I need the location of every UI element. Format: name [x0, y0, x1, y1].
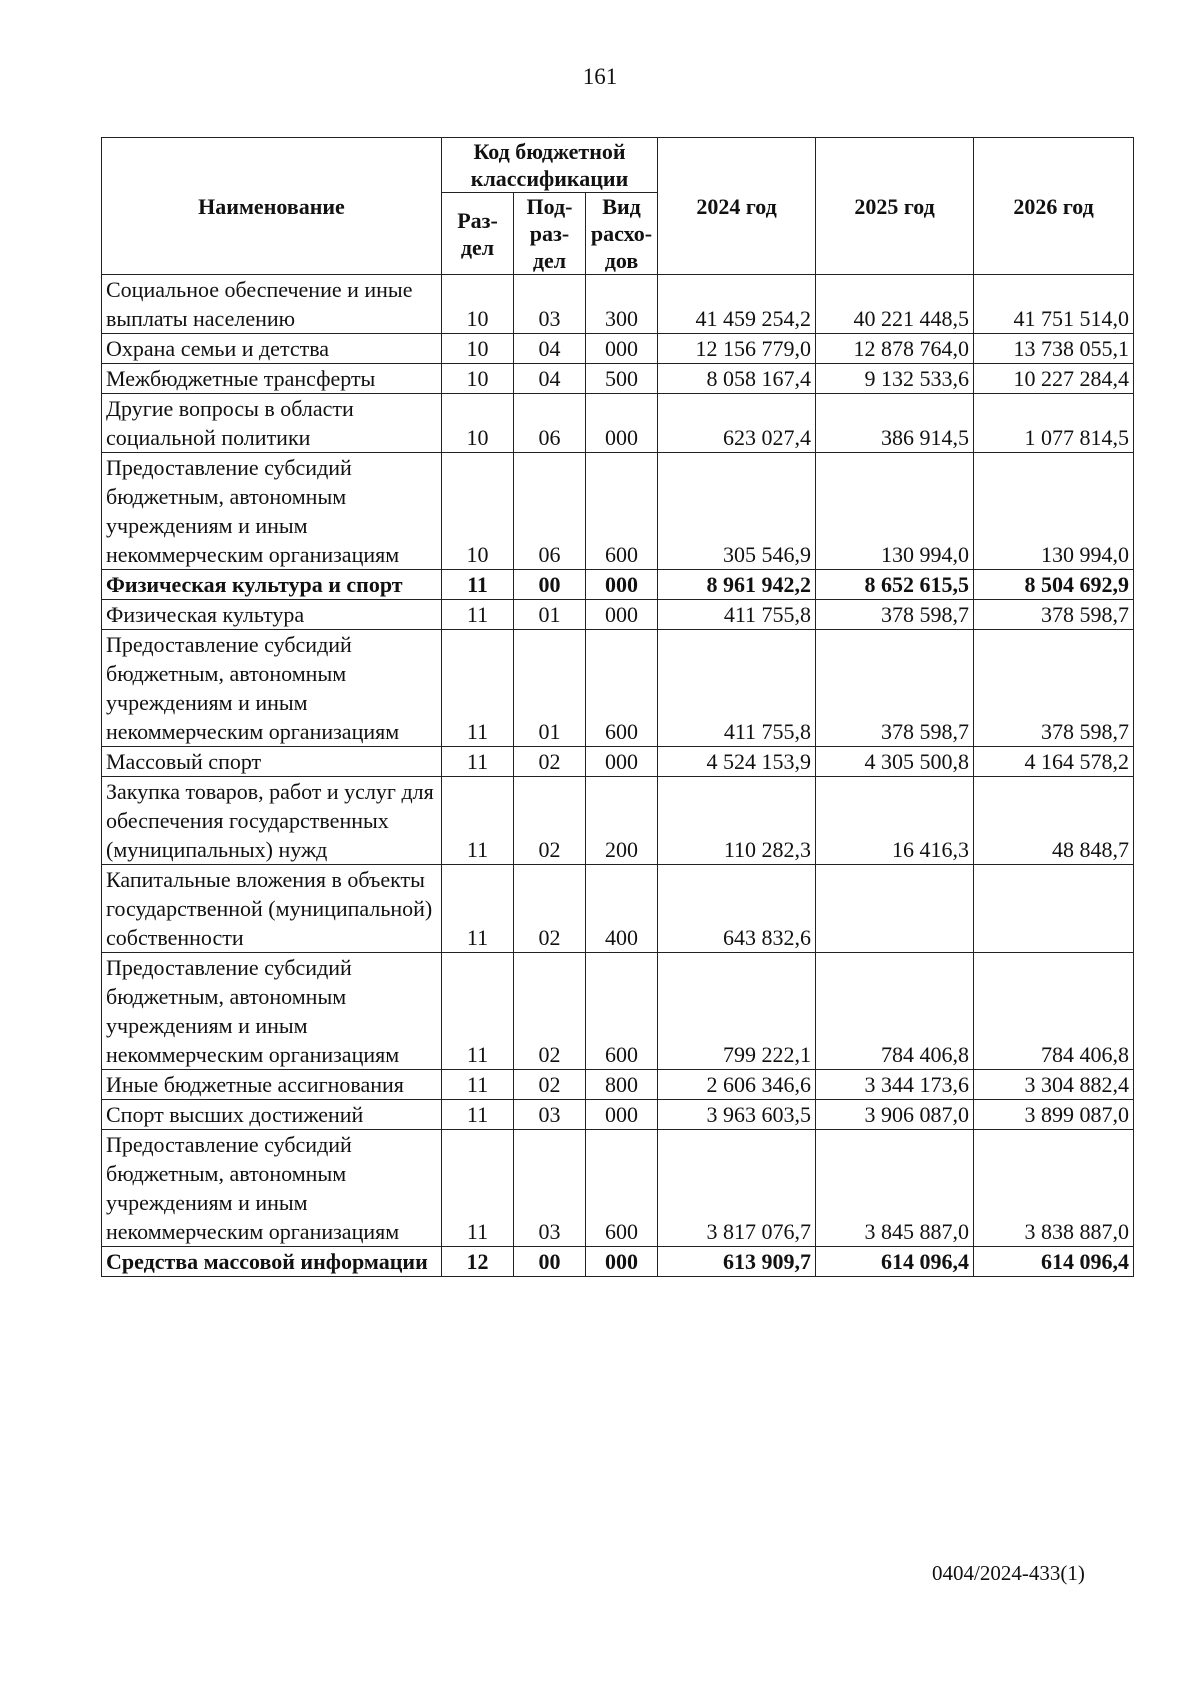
value-2024: 3 817 076,7	[658, 1130, 816, 1247]
podrazdel-cell: 02	[514, 865, 586, 953]
value-2026: 3 304 882,4	[974, 1070, 1134, 1100]
value-2025	[816, 865, 974, 953]
table-row	[102, 630, 1134, 747]
table-row	[102, 1100, 1134, 1130]
value-2024: 4 524 153,9	[658, 747, 816, 777]
value-2024: 12 156 779,0	[658, 334, 816, 364]
row-name: Другие вопросы в области социальной политики	[102, 394, 442, 453]
podrazdel-cell: 02	[514, 777, 586, 865]
value-2024: 643 832,6	[658, 865, 816, 953]
table-row	[102, 275, 1134, 334]
razdel-cell: 10	[442, 364, 514, 394]
podrazdel-cell: 00	[514, 1247, 586, 1277]
header-code-group: Код бюджетной классификации	[442, 138, 658, 193]
razdel-cell: 10	[442, 275, 514, 334]
row-name: Социальное обеспечение и иные выплаты населению	[102, 275, 442, 334]
value-2025: 9 132 533,6	[816, 364, 974, 394]
value-2026: 130 994,0	[974, 453, 1134, 570]
value-2025: 386 914,5	[816, 394, 974, 453]
value-2026: 3 899 087,0	[974, 1100, 1134, 1130]
row-name: Массовый спорт	[102, 747, 442, 777]
value-2024: 3 963 603,5	[658, 1100, 816, 1130]
podrazdel-cell: 03	[514, 1130, 586, 1247]
podrazdel-cell: 06	[514, 394, 586, 453]
razdel-cell: 11	[442, 600, 514, 630]
row-name: Предоставление субсидий бюджетным, автономным учреждениям и иным некоммерческим организациям	[102, 953, 442, 1070]
value-2025: 614 096,4	[816, 1247, 974, 1277]
value-2024: 2 606 346,6	[658, 1070, 816, 1100]
podrazdel-cell: 03	[514, 275, 586, 334]
value-2025: 4 305 500,8	[816, 747, 974, 777]
podrazdel-cell: 00	[514, 570, 586, 600]
value-2024: 799 222,1	[658, 953, 816, 1070]
value-2026: 1 077 814,5	[974, 394, 1134, 453]
vid-cell: 000	[586, 747, 658, 777]
value-2026: 784 406,8	[974, 953, 1134, 1070]
razdel-cell: 11	[442, 630, 514, 747]
table-row	[102, 570, 1134, 600]
page-number: 161	[582, 64, 618, 89]
value-2025: 378 598,7	[816, 630, 974, 747]
table-row	[102, 777, 1134, 865]
vid-cell: 400	[586, 865, 658, 953]
value-2024: 41 459 254,2	[658, 275, 816, 334]
podrazdel-cell: 04	[514, 334, 586, 364]
podrazdel-cell: 01	[514, 600, 586, 630]
row-name: Предоставление субсидий бюджетным, автономным учреждениям и иным некоммерческим организациям	[102, 453, 442, 570]
row-name: Иные бюджетные ассигнования	[102, 1070, 442, 1100]
vid-cell: 800	[586, 1070, 658, 1100]
podrazdel-cell: 04	[514, 364, 586, 394]
podrazdel-cell: 02	[514, 1070, 586, 1100]
value-2024: 110 282,3	[658, 777, 816, 865]
value-2025: 8 652 615,5	[816, 570, 974, 600]
vid-cell: 000	[586, 1100, 658, 1130]
razdel-cell: 12	[442, 1247, 514, 1277]
value-2024: 411 755,8	[658, 600, 816, 630]
value-2026: 48 848,7	[974, 777, 1134, 865]
document-code: 0404/2024-433(1)	[932, 1561, 1085, 1585]
vid-cell: 300	[586, 275, 658, 334]
podrazdel-cell: 02	[514, 953, 586, 1070]
table-row	[102, 953, 1134, 1070]
razdel-cell: 11	[442, 953, 514, 1070]
vid-cell: 600	[586, 453, 658, 570]
row-name: Предоставление субсидий бюджетным, автономным учреждениям и иным некоммерческим организациям	[102, 1130, 442, 1247]
razdel-cell: 11	[442, 865, 514, 953]
value-2025: 130 994,0	[816, 453, 974, 570]
value-2025: 12 878 764,0	[816, 334, 974, 364]
row-name: Физическая культура и спорт	[102, 570, 442, 600]
razdel-cell: 11	[442, 747, 514, 777]
row-name: Средства массовой информации	[102, 1247, 442, 1277]
value-2025: 784 406,8	[816, 953, 974, 1070]
value-2026: 8 504 692,9	[974, 570, 1134, 600]
razdel-cell: 11	[442, 777, 514, 865]
row-name: Межбюджетные трансферты	[102, 364, 442, 394]
row-name: Закупка товаров, работ и услуг для обеспечения государственных (муниципальных) нужд	[102, 777, 442, 865]
row-name: Охрана семьи и детства	[102, 334, 442, 364]
header-2026: 2026 год	[974, 138, 1134, 275]
value-2024: 305 546,9	[658, 453, 816, 570]
vid-cell: 200	[586, 777, 658, 865]
vid-cell: 500	[586, 364, 658, 394]
budget-table	[101, 137, 1134, 1277]
value-2026	[974, 865, 1134, 953]
table-row	[102, 1070, 1134, 1100]
razdel-cell: 11	[442, 1070, 514, 1100]
razdel-cell: 10	[442, 394, 514, 453]
table-row	[102, 1130, 1134, 1247]
podrazdel-cell: 03	[514, 1100, 586, 1130]
header-vid: Вид расхо-дов	[586, 193, 658, 275]
table-row	[102, 865, 1134, 953]
value-2025: 3 906 087,0	[816, 1100, 974, 1130]
vid-cell: 600	[586, 1130, 658, 1247]
row-name: Спорт высших достижений	[102, 1100, 442, 1130]
vid-cell: 000	[586, 1247, 658, 1277]
value-2026: 41 751 514,0	[974, 275, 1134, 334]
podrazdel-cell: 06	[514, 453, 586, 570]
value-2024: 623 027,4	[658, 394, 816, 453]
table-body	[102, 275, 1134, 1277]
vid-cell: 000	[586, 570, 658, 600]
value-2026: 4 164 578,2	[974, 747, 1134, 777]
row-name: Физическая культура	[102, 600, 442, 630]
value-2026: 614 096,4	[974, 1247, 1134, 1277]
table-row	[102, 453, 1134, 570]
table-row	[102, 394, 1134, 453]
table-row	[102, 1247, 1134, 1277]
value-2025: 40 221 448,5	[816, 275, 974, 334]
value-2024: 8 058 167,4	[658, 364, 816, 394]
row-name: Предоставление субсидий бюджетным, автономным учреждениям и иным некоммерческим организациям	[102, 630, 442, 747]
vid-cell: 000	[586, 600, 658, 630]
value-2025: 3 845 887,0	[816, 1130, 974, 1247]
header-podrazdel: Под-раз-дел	[514, 193, 586, 275]
header-2024: 2024 год	[658, 138, 816, 275]
value-2026: 378 598,7	[974, 600, 1134, 630]
vid-cell: 000	[586, 394, 658, 453]
value-2026: 10 227 284,4	[974, 364, 1134, 394]
value-2025: 16 416,3	[816, 777, 974, 865]
value-2024: 8 961 942,2	[658, 570, 816, 600]
table-row	[102, 747, 1134, 777]
value-2024: 411 755,8	[658, 630, 816, 747]
podrazdel-cell: 01	[514, 630, 586, 747]
value-2025: 378 598,7	[816, 600, 974, 630]
vid-cell: 000	[586, 334, 658, 364]
value-2026: 3 838 887,0	[974, 1130, 1134, 1247]
header-razdel: Раз-дел	[442, 193, 514, 275]
vid-cell: 600	[586, 953, 658, 1070]
table-row	[102, 334, 1134, 364]
header-2025: 2025 год	[816, 138, 974, 275]
value-2026: 13 738 055,1	[974, 334, 1134, 364]
podrazdel-cell: 02	[514, 747, 586, 777]
header-row	[102, 138, 1134, 193]
value-2026: 378 598,7	[974, 630, 1134, 747]
razdel-cell: 10	[442, 453, 514, 570]
value-2025: 3 344 173,6	[816, 1070, 974, 1100]
razdel-cell: 11	[442, 1130, 514, 1247]
table-row	[102, 364, 1134, 394]
header-name: Наименование	[102, 138, 442, 275]
razdel-cell: 11	[442, 1100, 514, 1130]
value-2024: 613 909,7	[658, 1247, 816, 1277]
razdel-cell: 10	[442, 334, 514, 364]
row-name: Капитальные вложения в объекты государственной (муниципальной) собственности	[102, 865, 442, 953]
vid-cell: 600	[586, 630, 658, 747]
table-row	[102, 600, 1134, 630]
razdel-cell: 11	[442, 570, 514, 600]
